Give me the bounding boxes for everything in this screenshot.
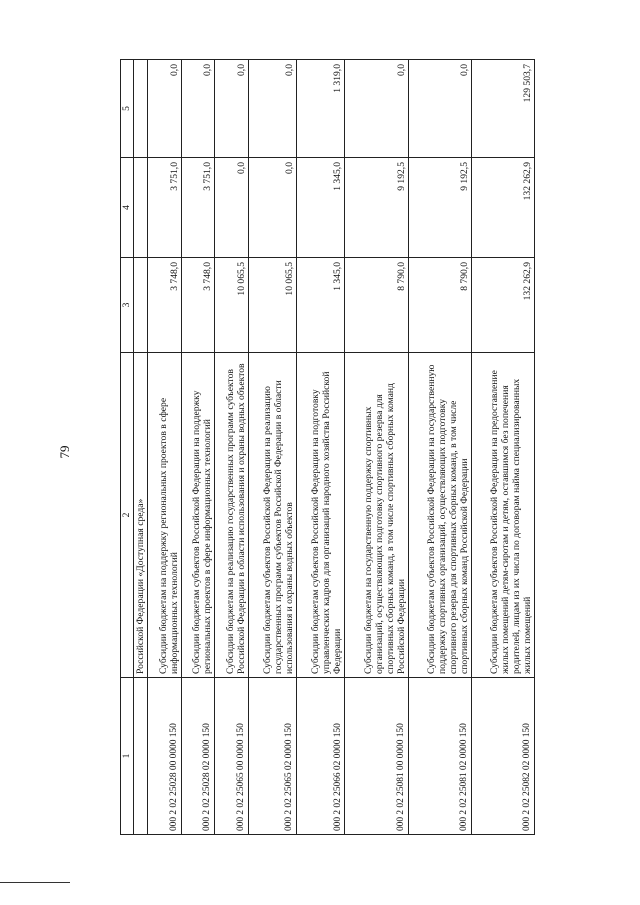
header-col-1: 1 [121,678,134,835]
row-name: Субсидии бюджетам субъектов Российской Федерации на поддержку региональных проектов в сфере информационных технологий [181,353,215,678]
row-name: Субсидии бюджетам субъектов Российской Федерации на реализацию государственных программ субъектов Российской Федерации в области использования и охраны водных объектов [248,353,296,678]
row-value-col3: 10 065,5 [215,258,249,353]
row-value-col3: 132 262,9 [471,258,534,353]
row-value-col5: 1 319,0 [297,60,345,158]
page-number: 79 [57,445,72,459]
header-col-3: 3 [121,258,134,353]
row-code: 000 2 02 25065 00 0000 150 [215,678,249,835]
budget-table-wrapper [120,60,535,835]
row-name: Субсидии бюджетам субъектов Российской Федерации на подготовку управленческих кадров для организаций народного хозяйства Российской Федерации [297,353,345,678]
table-row [408,60,471,835]
row-value-col4: 0,0 [215,158,249,258]
table-row [148,60,182,835]
row-name: Субсидии бюджетам на государственную поддержку спортивных организаций, осуществляющих подготовку спортивного резерва для спортивных сборных команд, в том числе спортивных сборных команд Российской Федерации [345,353,408,678]
row-value-col5: 0,0 [181,60,215,158]
row-name: Субсидии бюджетам на поддержку региональных проектов в сфере информационных технологий [148,353,182,678]
row-value-col5: 0,0 [345,60,408,158]
row-value-col5: 0,0 [215,60,249,158]
row-value-col3: 3 748,0 [181,258,215,353]
row-value-col3: 8 790,0 [408,258,471,353]
section-col3 [134,258,148,353]
row-value-col4: 132 262,9 [471,158,534,258]
table-row [297,60,345,835]
section-title: Российской Федерации «Доступная среда» [134,353,148,678]
header-col-2: 2 [121,353,134,678]
table-row [345,60,408,835]
row-value-col4: 3 751,0 [148,158,182,258]
row-code: 000 2 02 25082 02 0000 150 [471,678,534,835]
row-name: Субсидии бюджетам субъектов Российской Федерации на государственную поддержку спортивных организаций, осуществляющих подготовку спортивного резерва для спортивных сборных команд, в том числе спортивных сборных команд Российской Федерации [408,353,471,678]
row-value-col4: 3 751,0 [181,158,215,258]
row-name: Субсидии бюджетам на реализацию государственных программ субъектов Российской Федерации в области использования и охраны водных объектов [215,353,249,678]
row-code: 000 2 02 25065 02 0000 150 [248,678,296,835]
header-col-4: 4 [121,158,134,258]
footer-rule [0,882,70,883]
header-col-5: 5 [121,60,134,158]
row-value-col5: 129 503,7 [471,60,534,158]
row-value-col4: 9 192,5 [345,158,408,258]
budget-table [120,59,535,835]
section-col4 [134,158,148,258]
row-value-col5: 0,0 [148,60,182,158]
row-value-col3: 8 790,0 [345,258,408,353]
row-value-col4: 1 345,0 [297,158,345,258]
table-row [215,60,249,835]
row-value-col3: 3 748,0 [148,258,182,353]
row-value-col5: 0,0 [408,60,471,158]
table-row [248,60,296,835]
row-value-col4: 0,0 [248,158,296,258]
row-name: Субсидии бюджетам субъектов Российской Федерации на предоставление жилых помещений детям-сиротам и детям, оставшимся без попечения родителей, лицам из их числа по договорам найма специализированных жилых помещений [471,353,534,678]
row-value-col4: 9 192,5 [408,158,471,258]
table-row [181,60,215,835]
section-code-cell [134,678,148,835]
row-code: 000 2 02 25028 00 0000 150 [148,678,182,835]
table-row [471,60,534,835]
row-code: 000 2 02 25066 02 0000 150 [297,678,345,835]
section-col5 [134,60,148,158]
rotated-table-container [120,60,535,835]
row-code: 000 2 02 25081 00 0000 150 [345,678,408,835]
header-row [121,60,134,835]
row-code: 000 2 02 25028 02 0000 150 [181,678,215,835]
row-value-col5: 0,0 [248,60,296,158]
row-value-col3: 1 345,0 [297,258,345,353]
row-code: 000 2 02 25081 02 0000 150 [408,678,471,835]
row-value-col3: 10 065,5 [248,258,296,353]
section-row [134,60,148,835]
